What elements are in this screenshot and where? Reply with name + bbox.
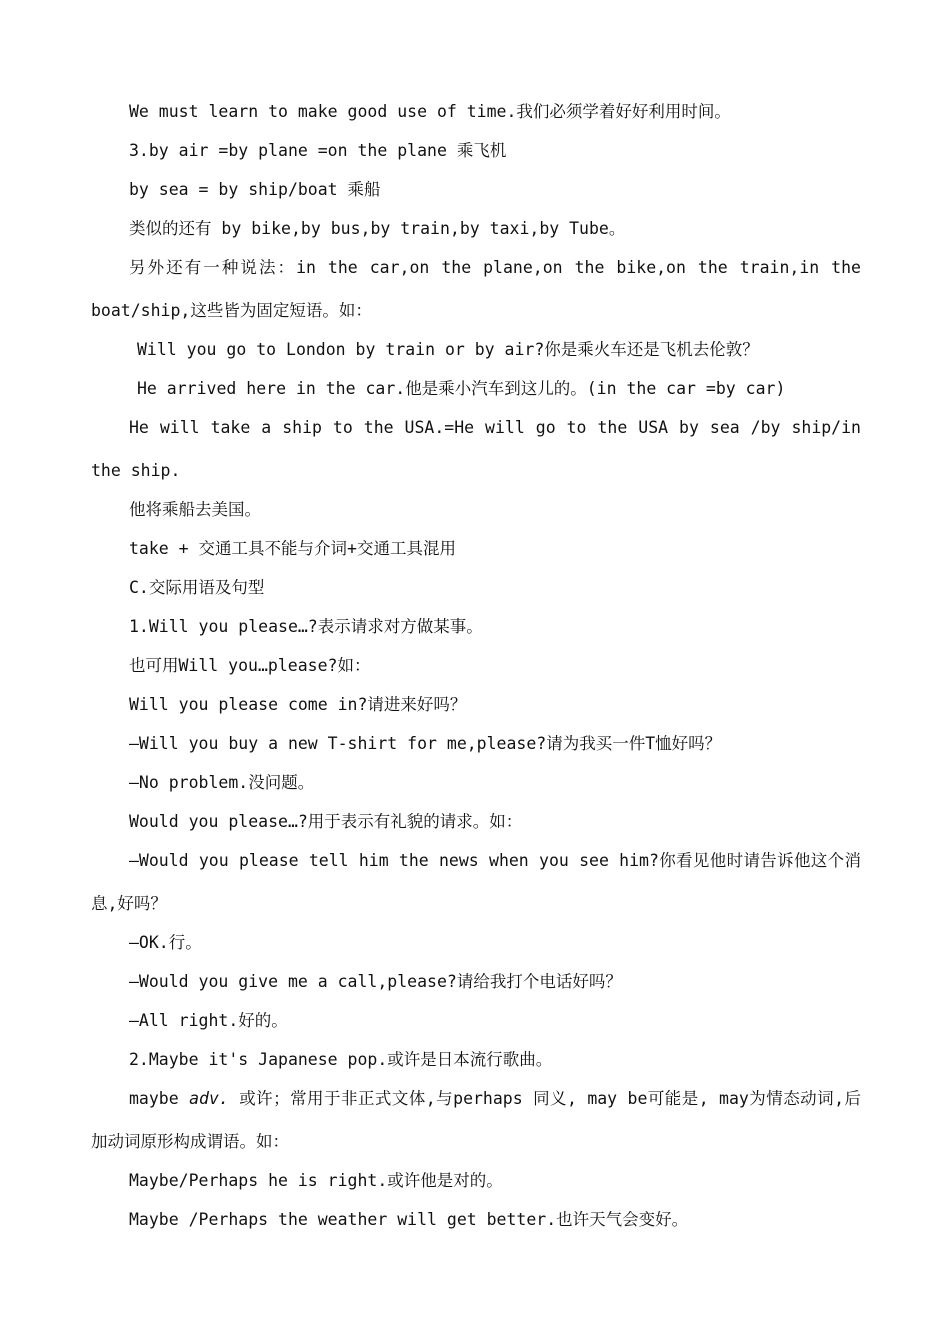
dialogue-line: —All right.好的。	[129, 1011, 288, 1030]
paragraph: Would you please…?用于表示有礼貌的请求。如：	[129, 812, 523, 831]
section-heading: C.交际用语及句型	[129, 578, 265, 597]
paragraph: take + 交通工具不能与介词+交通工具混用	[129, 539, 456, 558]
example-sentence: Maybe/Perhaps he is right.或许他是对的。	[129, 1171, 503, 1190]
paragraph: 也可用Will you…please?如：	[129, 656, 371, 675]
dialogue-line: —Would you give me a call,please?请给我打个电话好吗？	[129, 972, 622, 991]
example-sentence: Will you go to London by train or by air?你是乘火车还是飞机去伦敦？	[137, 340, 759, 359]
definition-text: 或许；常用于非正式文体,与perhaps 同义, may be可能是, may为情态动词,后加动词原形构成谓语。如：	[91, 1089, 861, 1151]
paragraph: by sea = by ship/boat 乘船	[129, 180, 381, 199]
dialogue-line: —Would you please tell him the news when you see him?你看见他时请告诉他这个消息,好吗？	[91, 851, 861, 913]
paragraph: 他将乘船去美国。	[129, 500, 261, 519]
example-sentence: Will you please come in?请进来好吗？	[129, 695, 467, 714]
example-sentence: He arrived here in the car.他是乘小汽车到这儿的。(in the car =by car)	[137, 379, 786, 398]
example-sentence: Maybe /Perhaps the weather will get better.也许天气会变好。	[129, 1210, 689, 1229]
dialogue-line: —No problem.没问题。	[129, 773, 315, 792]
part-of-speech: adv.	[189, 1089, 229, 1108]
paragraph: 3.by air =by plane =on the plane 乘飞机	[129, 141, 507, 160]
paragraph: 类似的还有 by bike,by bus,by train,by taxi,by Tube。	[129, 219, 626, 238]
dialogue-line: —Will you buy a new T-shirt for me,please?请为我买一件T恤好吗？	[129, 734, 722, 753]
paragraph: 1.Will you please…?表示请求对方做某事。	[129, 617, 483, 636]
definition-paragraph	[91, 1077, 861, 1163]
definition-word: maybe	[129, 1089, 190, 1108]
paragraph: 2.Maybe it's Japanese pop.或许是日本流行歌曲。	[129, 1050, 553, 1069]
paragraph: We must learn to make good use of time.我们必须学着好好利用时间。	[129, 102, 731, 121]
paragraph: 另外还有一种说法：in the car,on the plane,on the bike,on the train,in the boat/ship,这些皆为固定短语。如：	[91, 258, 861, 320]
dialogue-line: —OK.行。	[129, 933, 202, 952]
document-body	[91, 92, 861, 1239]
example-sentence: He will take a ship to the USA.=He will go to the USA by sea /by ship/in the ship.	[91, 418, 861, 480]
